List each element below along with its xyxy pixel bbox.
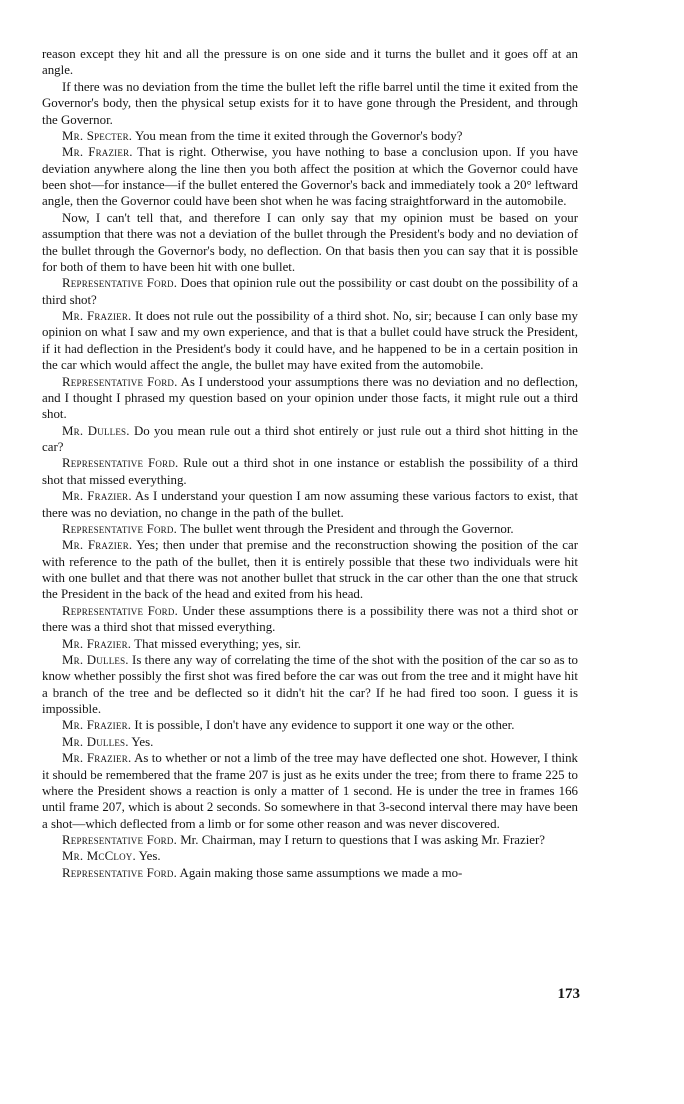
speaker-name: Representative Ford. bbox=[62, 276, 178, 291]
paragraph-text: Yes; then under that premise and the reconstruction showing the position of the car with reference to the path of the bullet, then it is entirely possible that these two individuals were hit with one bullet and that there was not another bullet that struck in the car other than the one that struck the President in the back of the head and exited from his head. bbox=[42, 538, 579, 602]
paragraph bbox=[42, 144, 578, 210]
paragraph bbox=[42, 275, 578, 308]
paragraph-text: Yes. bbox=[135, 849, 161, 864]
paragraph bbox=[42, 128, 578, 144]
paragraph-text: Is there any way of correlating the time of the shot with the position of the car so as to know whether possibly the first shot was fired before the car was out from the tree and it might have hit a branch of the tree and be deflected so it didn't hit the car? If he had fired too soon. I guess it is impossible. bbox=[42, 652, 578, 716]
paragraph bbox=[42, 750, 578, 832]
paragraph bbox=[42, 636, 578, 652]
paragraph-text: You mean from the time it exited through the Governor's body? bbox=[132, 128, 463, 143]
paragraph bbox=[42, 521, 578, 537]
speaker-name: Mr. Frazier. bbox=[62, 489, 132, 504]
paragraph bbox=[42, 79, 578, 128]
speaker-name: Mr. Frazier. bbox=[62, 538, 133, 553]
paragraph-text: It does not rule out the possibility of a third shot. No, sir; because I can only base my opinion on what I saw and my own experience, and that is that a bullet could have struck the President, if it had deflection in the President's body it could have, and he happened to be in a certain position in the car which would affect the angle, the bullet may have exited from the automobile. bbox=[42, 309, 578, 373]
paragraph bbox=[42, 652, 578, 718]
paragraph bbox=[42, 865, 578, 881]
speaker-name: Mr. Frazier. bbox=[62, 751, 132, 766]
paragraph-text: As to whether or not a limb of the tree may have deflected one shot. However, I think it should be remembered that the frame 207 is just as he exits under the tree; from there to frame 225 to where the President shows a reaction is only a matter of 1 second. He is under the tree in frames 166 until frame 207, which is about 2 seconds. So somewhere in that 3-second interval there may have been a shot—which deflected from a limb or for some other reason and was never discovered. bbox=[42, 751, 578, 831]
paragraph bbox=[42, 603, 578, 636]
speaker-name: Mr. Dulles. bbox=[62, 423, 130, 438]
paragraph-text: Rule out a third shot in one instance or establish the possibility of a third shot that missed everything. bbox=[42, 456, 578, 487]
paragraph-text: As I understood your assumptions there was no deviation and no deflection, and I thought I phrased my question based on your opinion under those facts, it might rule out a third shot. bbox=[42, 374, 578, 422]
document-body bbox=[42, 46, 578, 881]
speaker-name: Representative Ford. bbox=[62, 456, 179, 471]
speaker-name: Mr. Frazier. bbox=[62, 636, 132, 651]
paragraph-text: Again making those same assumptions we made a mo- bbox=[177, 865, 463, 880]
paragraph bbox=[42, 488, 578, 521]
paragraph bbox=[42, 210, 578, 276]
paragraph-text: Mr. Chairman, may I return to questions that I was asking Mr. Frazier? bbox=[177, 833, 546, 847]
paragraph-text: reason except they hit and all the pressure is on one side and it turns the bullet and it goes off at an angle. bbox=[42, 47, 578, 78]
speaker-name: Mr. Frazier. bbox=[62, 145, 133, 160]
speaker-name: Representative Ford. bbox=[62, 865, 177, 880]
paragraph bbox=[42, 734, 578, 750]
speaker-name: Mr. Frazier. bbox=[62, 309, 132, 323]
paragraph-text: As I understand your question I am now assuming these various factors to exist, that there was no deviation, no change in the path of the bullet. bbox=[42, 489, 578, 520]
paragraph bbox=[42, 717, 578, 733]
paragraph-text: It is possible, I don't have any evidence to support it one way or the other. bbox=[131, 718, 515, 733]
speaker-name: Representative Ford. bbox=[62, 833, 177, 847]
paragraph bbox=[42, 537, 578, 603]
paragraph bbox=[42, 308, 578, 374]
paragraph-text: That missed everything; yes, sir. bbox=[131, 636, 302, 651]
speaker-name: Mr. Frazier. bbox=[62, 718, 132, 733]
speaker-name: Representative Ford. bbox=[62, 374, 178, 389]
paragraph bbox=[42, 832, 578, 848]
paragraph bbox=[42, 848, 578, 864]
paragraph bbox=[42, 46, 578, 79]
paragraph-text: Now, I can't tell that, and therefore I can only say that my opinion must be based on your assumption that there was not a deviation of the bullet through the President's body and no deviation of the bullet through the Governor's body, no deflection. On that basis then you can say that it is possible for both of them to have been hit with one bullet. bbox=[42, 210, 578, 274]
speaker-name: Mr. McCloy. bbox=[62, 849, 136, 864]
paragraph bbox=[42, 455, 578, 488]
speaker-name: Mr. Specter. bbox=[62, 128, 133, 143]
paragraph-text: Under these assumptions there is a possibility there was not a third shot or there was a third shot that missed everything. bbox=[42, 603, 578, 635]
paragraph-text: That is right. Otherwise, you have nothing to base a conclusion upon. If you have deviation anywhere along the line then you both affect the position at which the Governor could have been shot—for instance—if the bullet entered the Governor's back and immediately took a 20° leftward angle, then the Governor could have been shot when he was facing straightforward in the automobile. bbox=[42, 145, 579, 209]
page-number: 173 bbox=[557, 986, 580, 1002]
speaker-name: Mr. Dulles. bbox=[62, 734, 129, 749]
paragraph-text: The bullet went through the President and through the Governor. bbox=[177, 521, 514, 536]
paragraph-text: If there was no deviation from the time the bullet left the rifle barrel until the time it exited from the Governor's body, then the physical setup exists for it to have gone through the President, and through the Governor. bbox=[42, 79, 578, 127]
speaker-name: Mr. Dulles. bbox=[62, 652, 129, 667]
paragraph-text: Do you mean rule out a third shot entirely or just rule out a third shot hitting in the car? bbox=[42, 423, 579, 454]
paragraph bbox=[42, 374, 578, 423]
speaker-name: Representative Ford. bbox=[62, 521, 177, 536]
speaker-name: Representative Ford. bbox=[62, 603, 178, 618]
paragraph-text: Yes. bbox=[128, 734, 154, 749]
paragraph bbox=[42, 423, 578, 456]
paragraph-text: Does that opinion rule out the possibility or cast doubt on the possibility of a third shot? bbox=[42, 276, 578, 307]
